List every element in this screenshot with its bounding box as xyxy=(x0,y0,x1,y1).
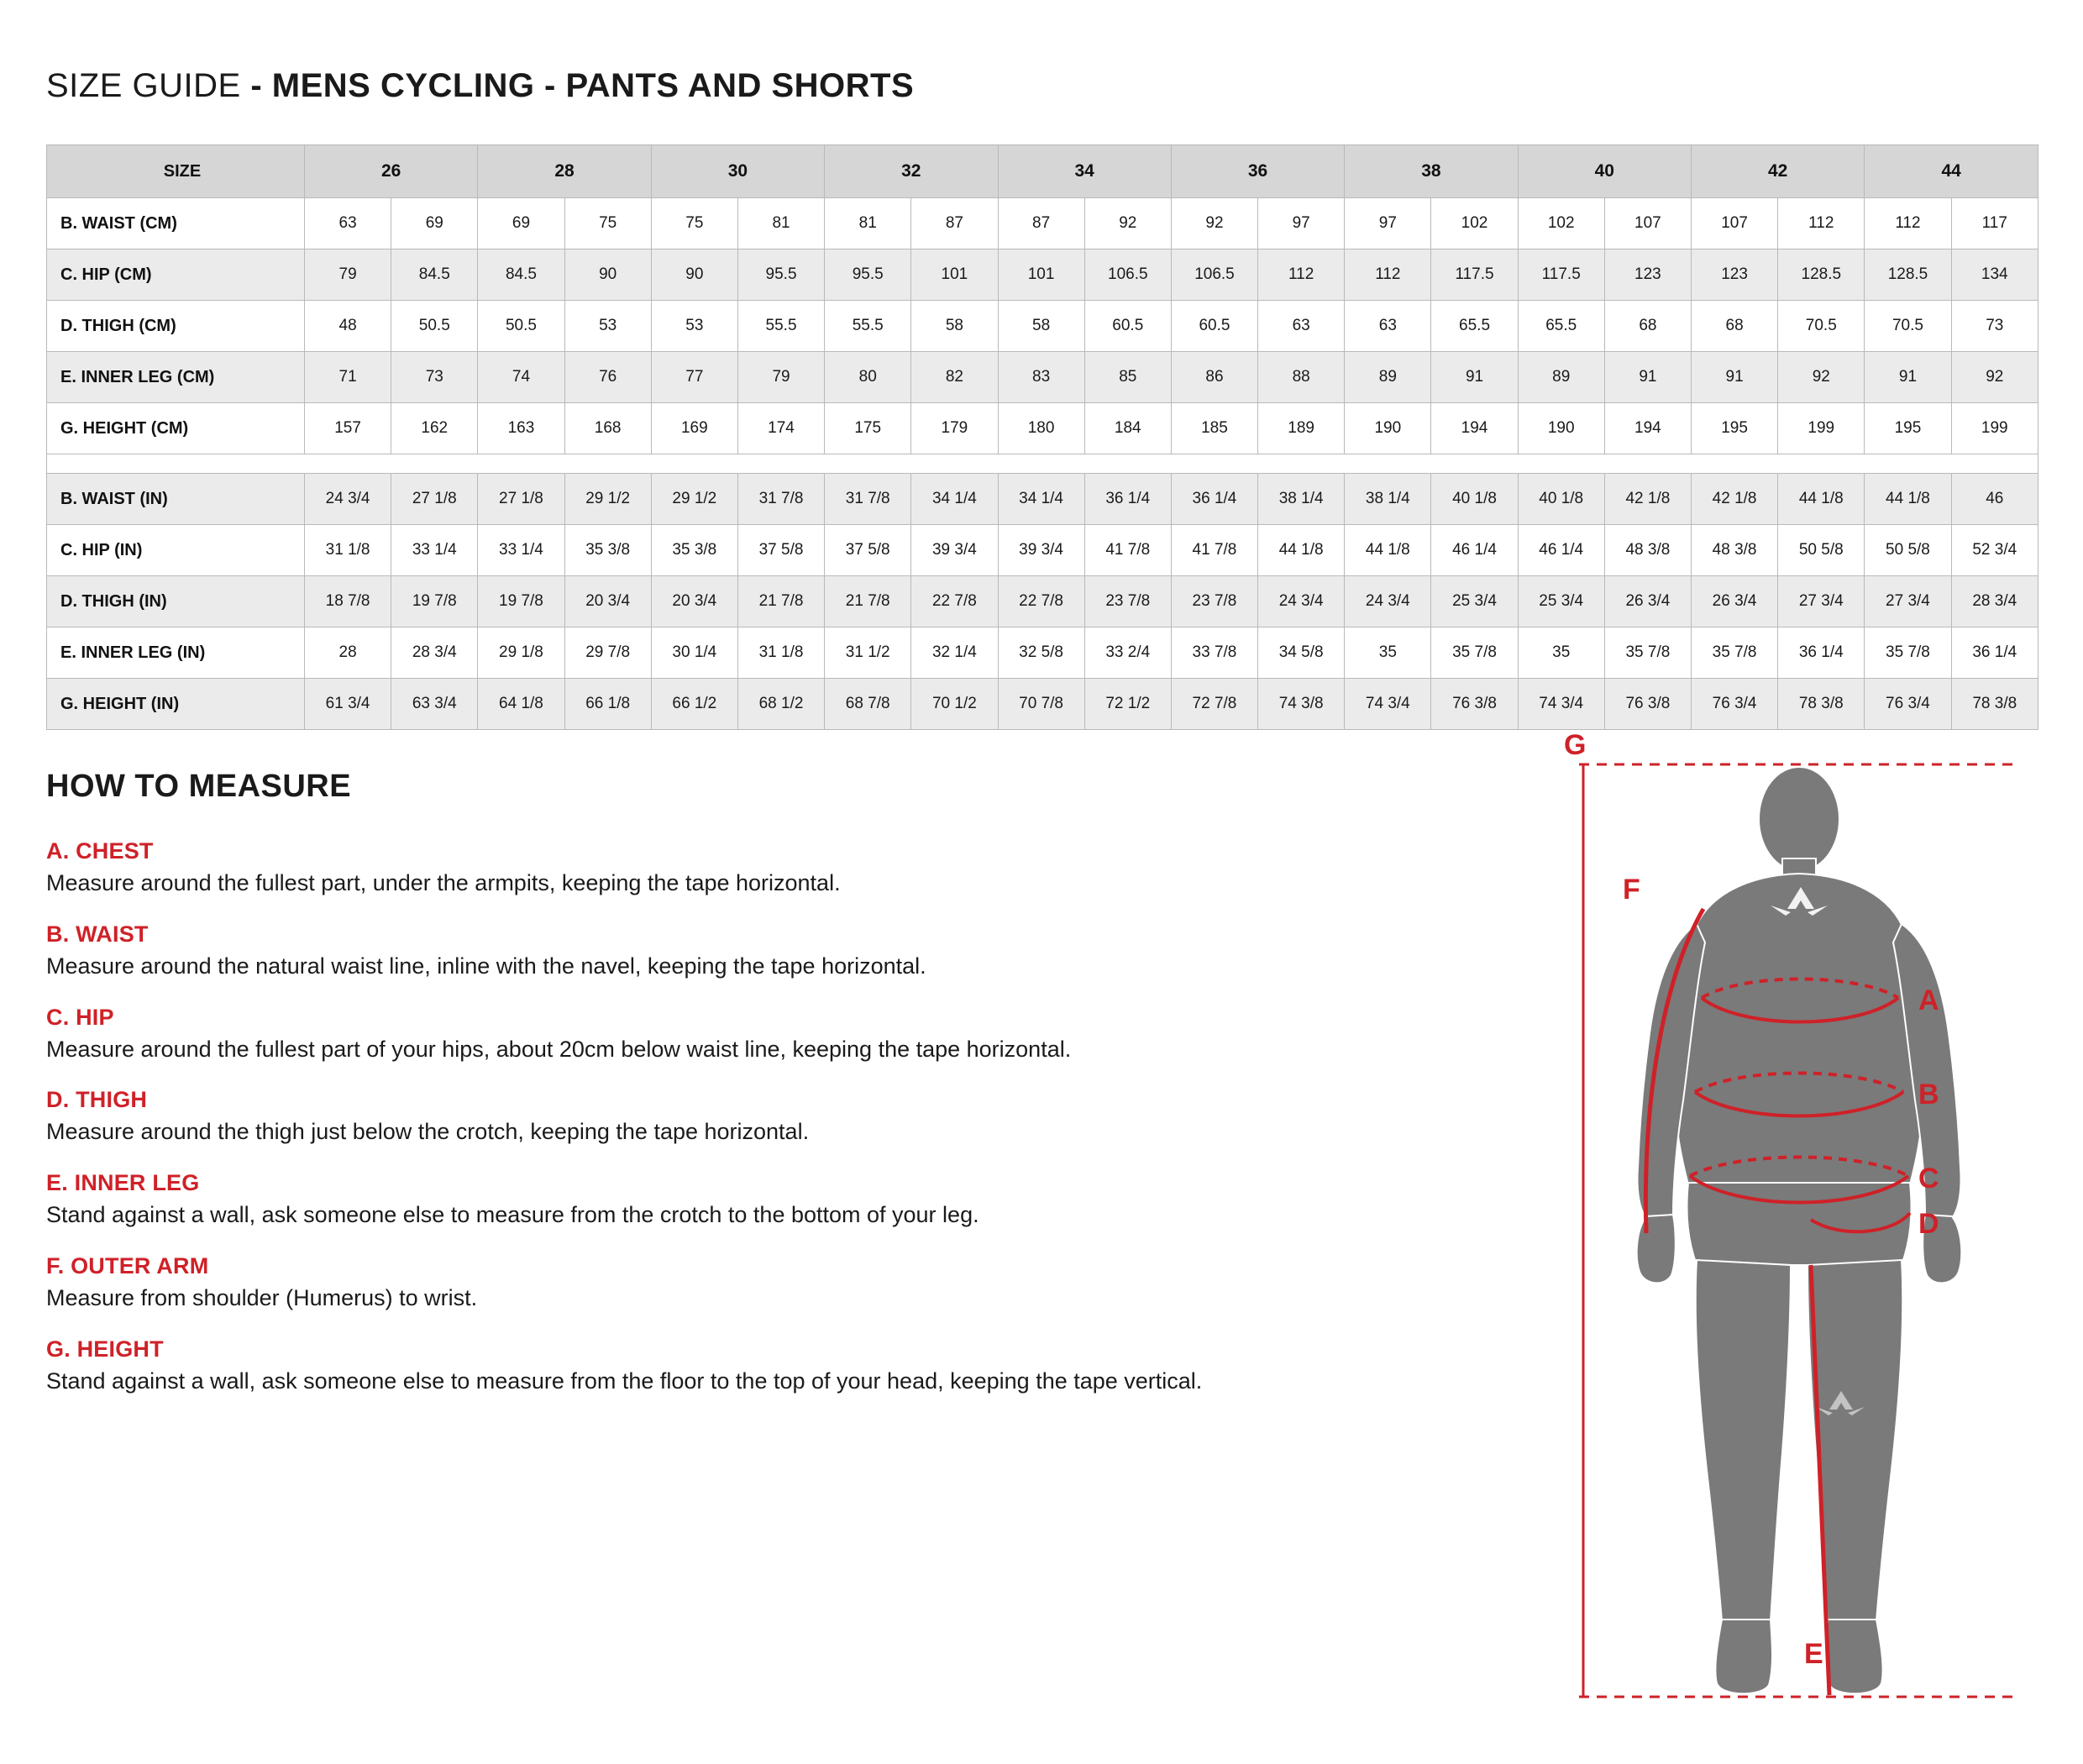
measure-instruction-heading: C. HIP xyxy=(46,1004,114,1030)
table-cell: 65.5 xyxy=(1518,301,1604,352)
table-cell: 78 3/8 xyxy=(1778,679,1865,730)
measure-instruction-heading: G. HEIGHT xyxy=(46,1336,164,1362)
table-cell: 63 xyxy=(305,198,391,249)
table-cell: 37 5/8 xyxy=(737,525,824,576)
table-cell: 60.5 xyxy=(1171,301,1257,352)
table-cell: 34 1/4 xyxy=(998,474,1084,525)
table-cell: 78 3/8 xyxy=(1951,679,2038,730)
table-cell: 36 1/4 xyxy=(1778,627,1865,679)
table-row xyxy=(47,679,2038,730)
size-chart-body xyxy=(47,198,2038,730)
table-cell: 102 xyxy=(1518,198,1604,249)
table-cell: 18 7/8 xyxy=(305,576,391,627)
table-cell: 19 7/8 xyxy=(478,576,564,627)
table-cell: 95.5 xyxy=(737,249,824,301)
table-cell: 36 1/4 xyxy=(1951,627,2038,679)
page-title xyxy=(46,67,914,105)
table-cell: 41 7/8 xyxy=(1171,525,1257,576)
table-row xyxy=(47,525,2038,576)
table-row xyxy=(47,301,2038,352)
how-to-measure-title: HOW TO MEASURE xyxy=(46,769,352,804)
figure-label-d: D xyxy=(1918,1208,1939,1240)
table-cell: 35 7/8 xyxy=(1604,627,1691,679)
table-row-label: E. INNER LEG (IN) xyxy=(47,627,305,679)
table-cell: 34 1/4 xyxy=(911,474,998,525)
table-cell: 36 1/4 xyxy=(1084,474,1171,525)
table-cell: 35 xyxy=(1518,627,1604,679)
table-cell: 76 3/4 xyxy=(1692,679,1778,730)
table-header-size-32: 32 xyxy=(825,145,998,198)
table-cell: 44 1/8 xyxy=(1258,525,1345,576)
table-cell: 70 7/8 xyxy=(998,679,1084,730)
table-cell: 91 xyxy=(1865,352,1951,403)
table-cell: 68 7/8 xyxy=(825,679,911,730)
table-cell: 163 xyxy=(478,403,564,454)
measure-instruction-text: Measure around the natural waist line, inline with the navel, keeping the tape horizontal. xyxy=(46,953,926,979)
table-cell: 70.5 xyxy=(1865,301,1951,352)
table-cell: 52 3/4 xyxy=(1951,525,2038,576)
table-cell: 79 xyxy=(305,249,391,301)
table-row xyxy=(47,249,2038,301)
table-cell: 27 3/4 xyxy=(1865,576,1951,627)
table-row-label: E. INNER LEG (CM) xyxy=(47,352,305,403)
table-cell: 35 xyxy=(1345,627,1431,679)
table-cell: 195 xyxy=(1865,403,1951,454)
table-cell: 64 1/8 xyxy=(478,679,564,730)
figure-label-b: B xyxy=(1918,1079,1939,1110)
table-cell: 106.5 xyxy=(1171,249,1257,301)
table-header-size-38: 38 xyxy=(1345,145,1518,198)
table-cell: 76 xyxy=(564,352,651,403)
table-cell: 83 xyxy=(998,352,1084,403)
table-cell: 22 7/8 xyxy=(998,576,1084,627)
table-cell: 60.5 xyxy=(1084,301,1171,352)
table-cell: 46 1/4 xyxy=(1518,525,1604,576)
table-cell: 63 xyxy=(1258,301,1345,352)
table-cell: 32 5/8 xyxy=(998,627,1084,679)
measure-instruction-heading: A. CHEST xyxy=(46,838,154,864)
table-cell: 68 1/2 xyxy=(737,679,824,730)
table-cell: 31 1/8 xyxy=(737,627,824,679)
measure-instruction xyxy=(46,921,1558,981)
table-cell: 31 1/8 xyxy=(305,525,391,576)
measure-instruction-heading: F. OUTER ARM xyxy=(46,1252,209,1278)
table-cell: 38 1/4 xyxy=(1258,474,1345,525)
table-header-size-40: 40 xyxy=(1518,145,1691,198)
table-cell: 185 xyxy=(1171,403,1257,454)
table-cell: 28 3/4 xyxy=(391,627,478,679)
table-cell: 39 3/4 xyxy=(998,525,1084,576)
table-cell: 89 xyxy=(1518,352,1604,403)
table-cell: 31 1/2 xyxy=(825,627,911,679)
table-cell: 53 xyxy=(564,301,651,352)
table-header-size-26: 26 xyxy=(305,145,478,198)
table-cell: 35 7/8 xyxy=(1431,627,1518,679)
table-cell: 89 xyxy=(1345,352,1431,403)
table-cell: 175 xyxy=(825,403,911,454)
table-header-size-30: 30 xyxy=(651,145,824,198)
table-cell: 33 7/8 xyxy=(1171,627,1257,679)
table-cell: 76 3/4 xyxy=(1865,679,1951,730)
table-cell: 194 xyxy=(1604,403,1691,454)
table-row-label: D. THIGH (CM) xyxy=(47,301,305,352)
table-cell: 35 3/8 xyxy=(564,525,651,576)
table-cell: 29 7/8 xyxy=(564,627,651,679)
measure-instruction-text: Stand against a wall, ask someone else to measure from the floor to the top of your head, keeping the tape vertical. xyxy=(46,1368,1203,1394)
table-cell: 97 xyxy=(1258,198,1345,249)
table-cell: 199 xyxy=(1778,403,1865,454)
table-cell: 81 xyxy=(737,198,824,249)
table-cell: 46 xyxy=(1951,474,2038,525)
table-cell: 24 3/4 xyxy=(305,474,391,525)
measure-instruction xyxy=(46,838,1558,898)
table-cell: 112 xyxy=(1345,249,1431,301)
figure-label-a: A xyxy=(1918,984,1939,1016)
measure-instruction xyxy=(46,1005,1558,1064)
table-cell: 42 1/8 xyxy=(1604,474,1691,525)
table-cell: 19 7/8 xyxy=(391,576,478,627)
table-cell: 101 xyxy=(911,249,998,301)
table-cell: 20 3/4 xyxy=(564,576,651,627)
measure-instruction xyxy=(46,1087,1558,1147)
table-cell: 20 3/4 xyxy=(651,576,737,627)
table-cell: 70 1/2 xyxy=(911,679,998,730)
table-cell: 85 xyxy=(1084,352,1171,403)
table-cell: 91 xyxy=(1431,352,1518,403)
table-cell: 128.5 xyxy=(1865,249,1951,301)
how-to-measure-section xyxy=(46,769,1558,1419)
table-cell: 117.5 xyxy=(1431,249,1518,301)
size-chart-head xyxy=(47,145,2038,198)
measure-instruction-text: Measure around the thigh just below the crotch, keeping the tape horizontal. xyxy=(46,1119,810,1145)
table-header-size-42: 42 xyxy=(1692,145,1865,198)
table-cell: 66 1/8 xyxy=(564,679,651,730)
table-row-label: G. HEIGHT (IN) xyxy=(47,679,305,730)
measure-instruction-text: Stand against a wall, ask someone else to measure from the crotch to the bottom of your leg. xyxy=(46,1202,979,1227)
table-cell: 106.5 xyxy=(1084,249,1171,301)
table-cell: 194 xyxy=(1431,403,1518,454)
table-cell: 157 xyxy=(305,403,391,454)
table-cell: 21 7/8 xyxy=(825,576,911,627)
measure-instruction-text: Measure from shoulder (Humerus) to wrist. xyxy=(46,1284,478,1310)
table-cell: 23 7/8 xyxy=(1084,576,1171,627)
table-cell: 180 xyxy=(998,403,1084,454)
table-cell: 50 5/8 xyxy=(1865,525,1951,576)
table-cell: 25 3/4 xyxy=(1431,576,1518,627)
table-cell: 82 xyxy=(911,352,998,403)
table-cell: 65.5 xyxy=(1431,301,1518,352)
table-row-label: D. THIGH (IN) xyxy=(47,576,305,627)
table-cell: 36 1/4 xyxy=(1171,474,1257,525)
table-cell: 169 xyxy=(651,403,737,454)
table-cell: 73 xyxy=(1951,301,2038,352)
table-cell: 128.5 xyxy=(1778,249,1865,301)
table-cell: 184 xyxy=(1084,403,1171,454)
table-cell: 179 xyxy=(911,403,998,454)
table-cell: 26 3/4 xyxy=(1692,576,1778,627)
table-cell: 162 xyxy=(391,403,478,454)
table-cell: 69 xyxy=(391,198,478,249)
table-cell: 46 1/4 xyxy=(1431,525,1518,576)
table-cell: 27 1/8 xyxy=(478,474,564,525)
table-cell: 68 xyxy=(1692,301,1778,352)
table-header-size: SIZE xyxy=(47,145,305,198)
table-row-label: G. HEIGHT (CM) xyxy=(47,403,305,454)
table-cell: 87 xyxy=(998,198,1084,249)
table-cell: 107 xyxy=(1692,198,1778,249)
table-cell: 92 xyxy=(1778,352,1865,403)
table-cell: 41 7/8 xyxy=(1084,525,1171,576)
table-cell: 81 xyxy=(825,198,911,249)
table-cell: 48 xyxy=(305,301,391,352)
table-cell: 35 7/8 xyxy=(1865,627,1951,679)
table-cell: 199 xyxy=(1951,403,2038,454)
table-header-size-44: 44 xyxy=(1865,145,2038,198)
measure-instruction-heading: D. THIGH xyxy=(46,1087,148,1113)
measure-instruction-heading: B. WAIST xyxy=(46,921,149,947)
table-cell: 28 3/4 xyxy=(1951,576,2038,627)
table-cell: 72 7/8 xyxy=(1171,679,1257,730)
table-cell: 33 2/4 xyxy=(1084,627,1171,679)
table-cell: 55.5 xyxy=(737,301,824,352)
table-cell: 48 3/8 xyxy=(1692,525,1778,576)
table-row xyxy=(47,474,2038,525)
figure-label-e: E xyxy=(1804,1638,1823,1670)
body-silhouette xyxy=(1637,767,1962,1693)
table-cell: 117 xyxy=(1951,198,2038,249)
table-cell: 35 7/8 xyxy=(1692,627,1778,679)
table-header-size-34: 34 xyxy=(998,145,1171,198)
table-cell: 68 xyxy=(1604,301,1691,352)
table-cell: 92 xyxy=(1084,198,1171,249)
table-cell: 53 xyxy=(651,301,737,352)
table-cell: 190 xyxy=(1345,403,1431,454)
table-cell: 72 1/2 xyxy=(1084,679,1171,730)
table-cell: 33 1/4 xyxy=(391,525,478,576)
table-cell: 107 xyxy=(1604,198,1691,249)
table-row xyxy=(47,576,2038,627)
measure-instruction xyxy=(46,1336,1558,1396)
table-cell: 61 3/4 xyxy=(305,679,391,730)
size-chart-table xyxy=(46,144,2038,730)
table-cell: 66 1/2 xyxy=(651,679,737,730)
table-cell: 29 1/2 xyxy=(651,474,737,525)
table-cell: 26 3/4 xyxy=(1604,576,1691,627)
table-cell: 22 7/8 xyxy=(911,576,998,627)
table-cell: 101 xyxy=(998,249,1084,301)
table-cell: 33 1/4 xyxy=(478,525,564,576)
table-cell: 75 xyxy=(564,198,651,249)
table-cell: 79 xyxy=(737,352,824,403)
table-cell: 91 xyxy=(1604,352,1691,403)
table-cell: 112 xyxy=(1258,249,1345,301)
table-cell: 69 xyxy=(478,198,564,249)
measure-instruction xyxy=(46,1170,1558,1230)
table-cell: 90 xyxy=(651,249,737,301)
table-cell: 23 7/8 xyxy=(1171,576,1257,627)
table-cell: 29 1/2 xyxy=(564,474,651,525)
table-cell: 63 3/4 xyxy=(391,679,478,730)
table-cell: 95.5 xyxy=(825,249,911,301)
measure-instruction-text: Measure around the fullest part of your hips, about 20cm below waist line, keeping the tape horizontal. xyxy=(46,1036,1072,1062)
table-cell: 90 xyxy=(564,249,651,301)
table-cell: 24 3/4 xyxy=(1345,576,1431,627)
table-cell: 76 3/8 xyxy=(1604,679,1691,730)
table-row-label: B. WAIST (CM) xyxy=(47,198,305,249)
table-row-label: B. WAIST (IN) xyxy=(47,474,305,525)
table-cell: 50 5/8 xyxy=(1778,525,1865,576)
table-cell: 44 1/8 xyxy=(1865,474,1951,525)
table-cell: 34 5/8 xyxy=(1258,627,1345,679)
table-cell: 73 xyxy=(391,352,478,403)
table-row xyxy=(47,627,2038,679)
table-cell: 71 xyxy=(305,352,391,403)
table-cell: 40 1/8 xyxy=(1431,474,1518,525)
table-cell: 37 5/8 xyxy=(825,525,911,576)
table-cell: 92 xyxy=(1171,198,1257,249)
table-cell: 35 3/8 xyxy=(651,525,737,576)
figure-label-f: F xyxy=(1623,874,1640,906)
table-cell: 80 xyxy=(825,352,911,403)
table-cell: 58 xyxy=(911,301,998,352)
measure-instruction-list xyxy=(46,838,1558,1395)
table-cell: 25 3/4 xyxy=(1518,576,1604,627)
table-cell: 42 1/8 xyxy=(1692,474,1778,525)
table-cell: 40 1/8 xyxy=(1518,474,1604,525)
table-cell: 55.5 xyxy=(825,301,911,352)
table-cell: 84.5 xyxy=(478,249,564,301)
table-cell: 134 xyxy=(1951,249,2038,301)
figure-label-g: G xyxy=(1564,731,1587,761)
measure-instruction-heading: E. INNER LEG xyxy=(46,1170,200,1195)
table-cell: 39 3/4 xyxy=(911,525,998,576)
table-cell: 28 xyxy=(305,627,391,679)
body-measurement-diagram xyxy=(1562,731,2033,1722)
table-header-size-28: 28 xyxy=(478,145,651,198)
table-row-label: C. HIP (CM) xyxy=(47,249,305,301)
table-cell: 27 3/4 xyxy=(1778,576,1865,627)
table-cell: 190 xyxy=(1518,403,1604,454)
table-cell: 84.5 xyxy=(391,249,478,301)
measure-instruction-text: Measure around the fullest part, under the armpits, keeping the tape horizontal. xyxy=(46,870,841,895)
table-cell: 97 xyxy=(1345,198,1431,249)
table-cell: 58 xyxy=(998,301,1084,352)
table-row-label: C. HIP (IN) xyxy=(47,525,305,576)
table-cell: 74 3/4 xyxy=(1345,679,1431,730)
table-row xyxy=(47,352,2038,403)
table-cell: 32 1/4 xyxy=(911,627,998,679)
figure-label-c: C xyxy=(1918,1163,1939,1194)
table-cell: 70.5 xyxy=(1778,301,1865,352)
table-cell: 189 xyxy=(1258,403,1345,454)
table-cell: 44 1/8 xyxy=(1778,474,1865,525)
table-cell: 75 xyxy=(651,198,737,249)
table-cell: 86 xyxy=(1171,352,1257,403)
table-row xyxy=(47,198,2038,249)
table-row xyxy=(47,403,2038,454)
table-cell: 38 1/4 xyxy=(1345,474,1431,525)
table-cell: 195 xyxy=(1692,403,1778,454)
table-cell: 117.5 xyxy=(1518,249,1604,301)
table-cell: 112 xyxy=(1865,198,1951,249)
table-cell: 21 7/8 xyxy=(737,576,824,627)
page-title-bold: - MENS CYCLING - PANTS AND SHORTS xyxy=(250,67,915,104)
measure-instruction xyxy=(46,1253,1558,1313)
table-header-size-36: 36 xyxy=(1171,145,1344,198)
table-cell: 168 xyxy=(564,403,651,454)
table-cell: 76 3/8 xyxy=(1431,679,1518,730)
table-cell: 74 3/4 xyxy=(1518,679,1604,730)
table-spacer-row xyxy=(47,454,2038,474)
table-cell: 87 xyxy=(911,198,998,249)
page-title-light: SIZE GUIDE xyxy=(46,67,241,104)
table-cell: 44 1/8 xyxy=(1345,525,1431,576)
table-cell: 88 xyxy=(1258,352,1345,403)
table-cell: 27 1/8 xyxy=(391,474,478,525)
table-cell: 112 xyxy=(1778,198,1865,249)
table-cell: 50.5 xyxy=(478,301,564,352)
table-cell: 24 3/4 xyxy=(1258,576,1345,627)
table-cell: 123 xyxy=(1692,249,1778,301)
table-cell: 77 xyxy=(651,352,737,403)
table-cell: 50.5 xyxy=(391,301,478,352)
table-cell: 31 7/8 xyxy=(825,474,911,525)
table-cell: 102 xyxy=(1431,198,1518,249)
table-cell: 29 1/8 xyxy=(478,627,564,679)
table-cell: 63 xyxy=(1345,301,1431,352)
table-cell: 31 7/8 xyxy=(737,474,824,525)
table-cell: 74 xyxy=(478,352,564,403)
table-cell: 174 xyxy=(737,403,824,454)
table-cell: 30 1/4 xyxy=(651,627,737,679)
table-cell: 91 xyxy=(1692,352,1778,403)
table-cell: 123 xyxy=(1604,249,1691,301)
table-cell: 92 xyxy=(1951,352,2038,403)
table-cell: 74 3/8 xyxy=(1258,679,1345,730)
table-cell: 48 3/8 xyxy=(1604,525,1691,576)
